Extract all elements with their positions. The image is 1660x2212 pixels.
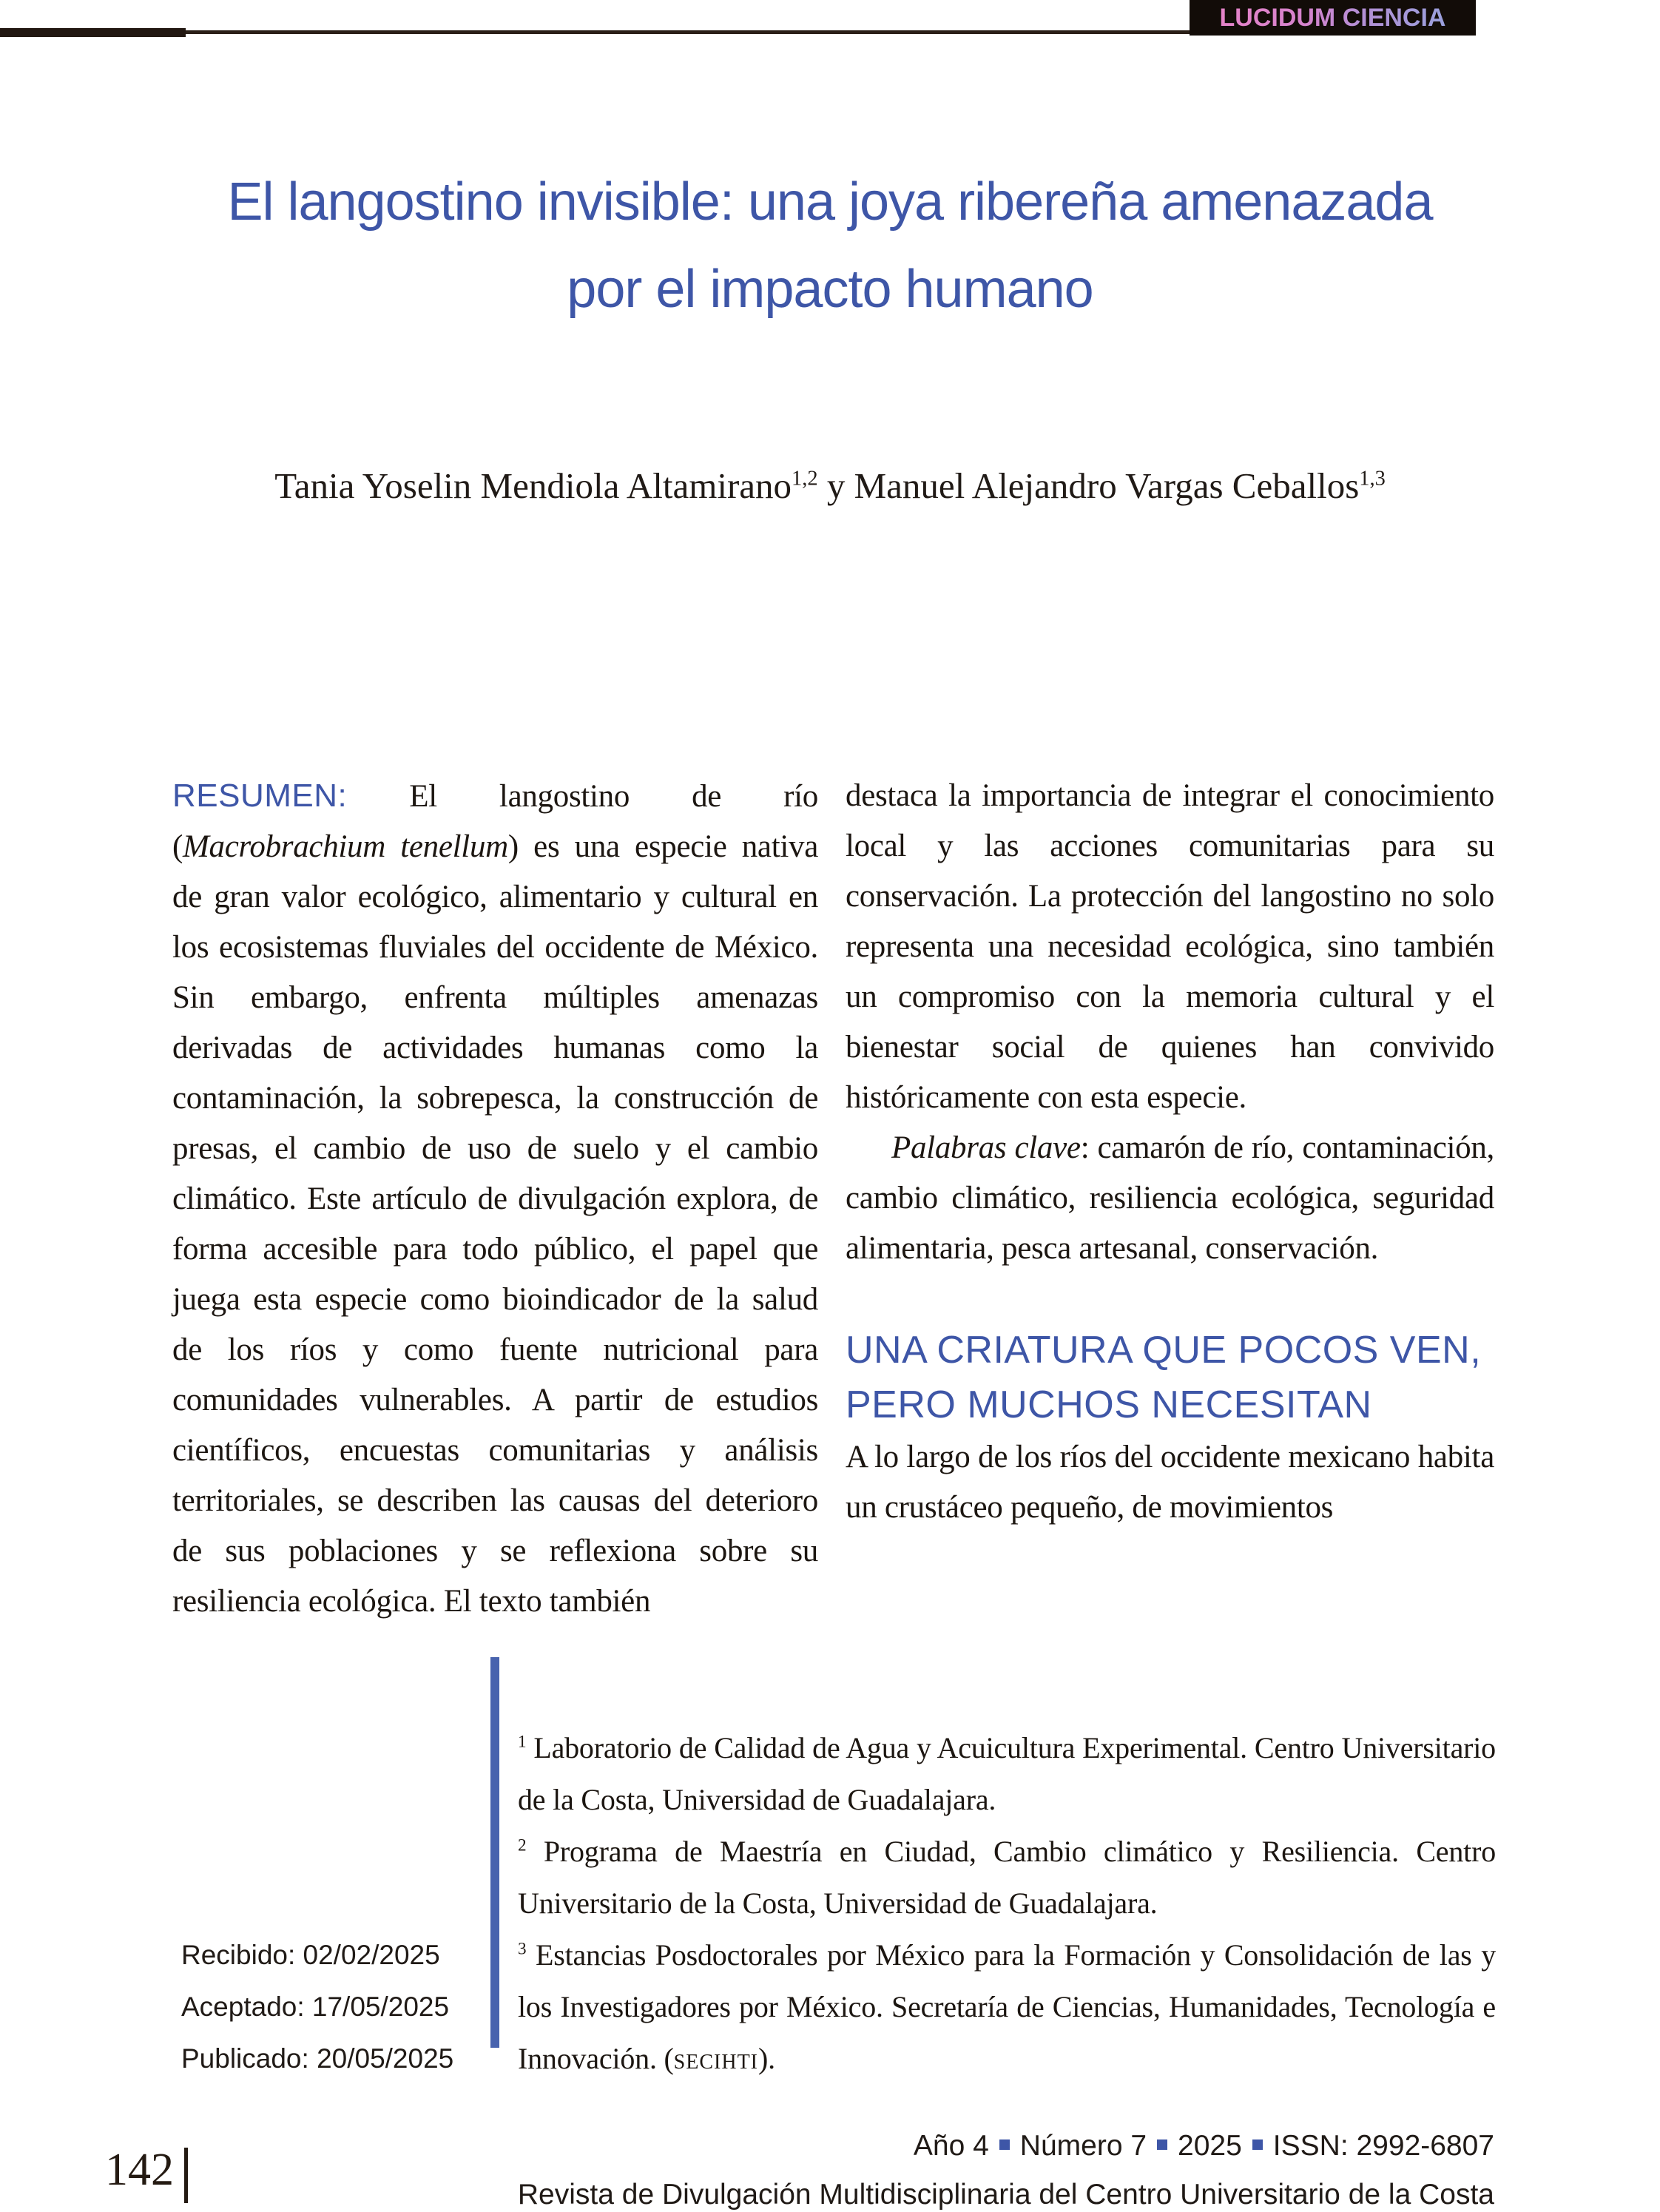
footnotes-block <box>518 1722 1496 2085</box>
keywords-paragraph <box>846 1123 1494 1274</box>
footnote-3 <box>518 1929 1496 2085</box>
footnote-2 <box>518 1826 1496 1929</box>
footer-journal-line: Revista de Divulgación Multidisciplinaria del Centro Universitario de la Costa <box>517 2179 1494 2211</box>
article-title-line2: por el impacto humano <box>567 260 1093 319</box>
page-number-rule <box>184 2148 188 2203</box>
header-thick-rule <box>0 28 186 37</box>
square-separator-icon <box>1157 2139 1167 2150</box>
abstract-paragraph <box>172 771 818 1627</box>
square-separator-icon <box>999 2139 1010 2150</box>
abstract-label: RESUMEN: <box>172 778 348 814</box>
footnote-2-marker: 2 <box>518 1835 527 1855</box>
footnote-3-text: Estancias Posdoctorales por México para la Formación y Consolidación de las y los Investigadores por México. Secretaría de Ciencias, Humanidades, Tecnología e Innovación. ( <box>518 1938 1496 2075</box>
footer-number: Número 7 <box>1019 2130 1147 2162</box>
square-separator-icon <box>1252 2139 1263 2150</box>
footnote-accent-bar <box>490 1657 499 2048</box>
abstract-left-column <box>172 771 818 1627</box>
footer-year: Año 4 <box>913 2130 989 2162</box>
footer-meta <box>518 2122 1494 2212</box>
authors-line <box>0 465 1660 507</box>
authors-connector: y <box>817 465 854 506</box>
footnote-3-marker: 3 <box>518 1939 527 1959</box>
footnote-3-text-end: ). <box>758 2042 775 2075</box>
species-name-italic: Macrobrachium tenellum <box>183 829 508 864</box>
section-heading <box>846 1323 1494 1432</box>
footer-issue-line <box>518 2122 1494 2171</box>
date-published: Publicado: 20/05/2025 <box>181 2043 454 2074</box>
body-paragraph: A lo largo de los ríos del occidente mexicano habita un crustáceo pequeño, de movimientos <box>846 1440 1494 1525</box>
author-name-1: Tania Yoselin Mendiola Altamirano <box>274 465 792 506</box>
footnote-1-marker: 1 <box>518 1732 527 1752</box>
abstract-right-column <box>846 771 1494 1533</box>
header-thin-rule <box>186 30 1190 34</box>
section-heading-line1: UNA CRIATURA QUE POCOS VEN, <box>846 1329 1482 1372</box>
abstract-text-segment: El langostino de río ( <box>172 779 818 864</box>
keywords-text: : camarón de río, contaminación, cambio climático, resiliencia ecológica, seguridad alimentaria, pesca artesanal, conservación. <box>846 1130 1495 1266</box>
article-title-line1: El langostino invisible: una joya ribereña amenazada <box>227 172 1433 232</box>
article-dates <box>181 1929 453 2085</box>
footer-date: 2025 <box>1178 2130 1242 2162</box>
keywords-label: Palabras clave <box>891 1130 1081 1165</box>
abstract-text-segment: ) es una especie nativa de gran valor ecológico, alimentario y cultural en los ecosistemas fluviales del occidente de México. Sin embargo, enfrenta múltiples amenazas derivadas de actividades humanas como la contaminación, la sobrepesca, la construcción de presas, el cambio de uso de suelo y el cambio climático. Este artículo de divulgación explora, de forma accesible para todo público, el papel que juega esta especie como bioindicador de la salud de los ríos y como fuente nutricional para comunidades vulnerables. A partir de estudios científicos, encuestas comunitarias y análisis territoriales, se describen las causas del deterioro de sus poblaciones y se reflexiona sobre su resiliencia ecológica. El texto también <box>172 829 818 1619</box>
footnote-2-text: Programa de Maestría en Ciudad, Cambio climático y Resiliencia. Centro Universitario de la Costa, Universidad de Guadalajara. <box>518 1835 1496 1920</box>
author-affiliation-sup-2: 1,3 <box>1359 467 1386 490</box>
section-heading-line2: PERO MUCHOS NECESITAN <box>846 1383 1372 1426</box>
journal-badge <box>1190 0 1476 36</box>
abstract-continuation-paragraph: destaca la importancia de integrar el conocimiento local y las acciones comunitarias para su conservación. La protección del langostino no solo representa una necesidad ecológica, sino también un compromiso con la memoria cultural y el bienestar social de quienes han convivido históricamente con esta especie. <box>846 778 1494 1115</box>
date-accepted: Aceptado: 17/05/2025 <box>181 1992 450 2022</box>
page-number: 142 <box>105 2145 174 2195</box>
footer-issn: ISSN: 2992-6807 <box>1272 2130 1494 2162</box>
author-name-2: Manuel Alejandro Vargas Ceballos <box>854 465 1360 506</box>
date-received: Recibido: 02/02/2025 <box>181 1940 440 1970</box>
footnote-3-smallcaps: secihti <box>673 2042 758 2075</box>
footnote-1 <box>518 1722 1496 1826</box>
journal-badge-label: LUCIDUM CIENCIA <box>1219 3 1446 32</box>
article-title <box>0 158 1660 333</box>
author-affiliation-sup-1: 1,2 <box>792 467 818 490</box>
footnote-1-text: Laboratorio de Calidad de Agua y Acuicultura Experimental. Centro Universitario de la Costa, Universidad de Guadalajara. <box>518 1731 1496 1816</box>
